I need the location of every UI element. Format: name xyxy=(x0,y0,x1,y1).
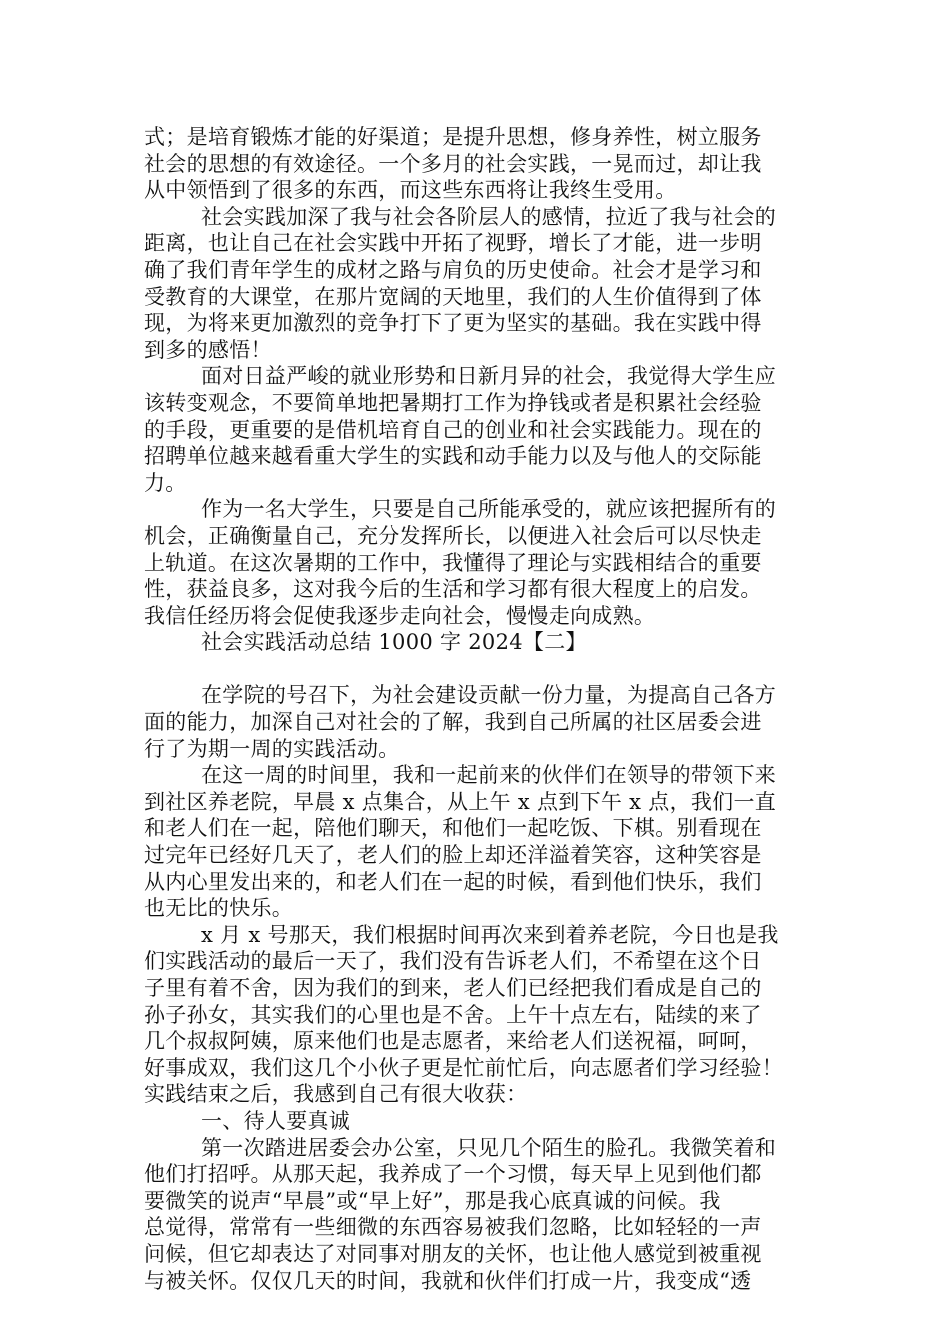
paragraph-first-line: 在学院的号召下，为社会建设贡献一份力量，为提高自己各方 xyxy=(201,683,777,708)
text-line: 也无比的快乐。 xyxy=(144,896,294,921)
text-line: 到社区养老院，早晨 x 点集合，从上午 x 点到下午 x 点，我们一直 xyxy=(144,789,777,814)
text-line: 与被关怀。仅仅几天的时间，我就和伙伴们打成一片，我变成“透 xyxy=(144,1268,752,1293)
text-line: 现，为将来更加激烈的竞争打下了更为坚实的基础。我在实践中得 xyxy=(144,311,762,336)
paragraph-first-line: x 月 x 号那天，我们根据时间再次来到着养老院，今日也是我 xyxy=(201,922,779,947)
text-line: 实践结束之后，我感到自己有很大收获： xyxy=(144,1082,528,1107)
paragraph-first-line: 社会实践活动总结 1000 字 2024【二】 xyxy=(201,630,587,655)
text-line: 招聘单位越来越看重大学生的实践和动手能力以及与他人的交际能 xyxy=(144,444,762,469)
text-line: 的手段，更重要的是借机培育自己的创业和社会实践能力。现在的 xyxy=(144,417,762,442)
paragraph-first-line: 面对日益严峻的就业形势和日新月异的社会，我觉得大学生应 xyxy=(201,364,777,389)
text-line: 社会的思想的有效途径。一个多月的社会实践，一晃而过，却让我 xyxy=(144,151,762,176)
paragraph-first-line: 作为一名大学生，只要是自己所能承受的，就应该把握所有的 xyxy=(201,497,777,522)
text-line: 子里有着不舍，因为我们的到来，老人们已经把我们看成是自己的 xyxy=(144,976,762,1000)
text-line: 性，获益良多，这对我今后的生活和学习都有很大程度上的启发。 xyxy=(144,577,762,602)
text-line: 他们打招呼。从那天起，我养成了一个习惯，每天早上见到他们都 xyxy=(144,1162,762,1187)
text-line: 们实践活动的最后一天了，我们没有告诉老人们，不希望在这个日 xyxy=(144,949,762,974)
text-line: 力。 xyxy=(144,470,187,495)
text-line: 孙子孙女，其实我们的心里也是不舍。上午十点左右，陆续的来了 xyxy=(144,1002,762,1027)
text-line: 好事成双，我们这几个小伙子更是忙前忙后，向志愿者们学习经验！ xyxy=(144,1055,783,1080)
document-body xyxy=(144,124,829,1294)
text-line: 问候，但它却表达了对同事对朋友的关怀，也让他人感觉到被重视 xyxy=(144,1241,762,1266)
text-line: 机会，正确衡量自己，充分发挥所长，以便进入社会后可以尽快走 xyxy=(144,523,762,548)
text-line: 确了我们青年学生的成材之路与肩负的历史使命。社会才是学习和 xyxy=(144,257,762,282)
text-line: 行了为期一周的实践活动。 xyxy=(144,736,400,761)
text-line: 到多的感悟！ xyxy=(144,337,272,362)
paragraph-first-line: 社会实践加深了我与社会各阶层人的感情，拉近了我与社会的 xyxy=(201,204,777,229)
text-line: 上轨道。在这次暑期的工作中，我懂得了理论与实践相结合的重要 xyxy=(144,550,762,575)
text-line: 从中领悟到了很多的东西，而这些东西将让我终生受用。 xyxy=(144,178,677,203)
text-line: 距离，也让自己在社会实践中开拓了视野，增长了才能，进一步明 xyxy=(144,231,762,256)
text-line: 我信任经历将会促使我逐步走向社会，慢慢走向成熟。 xyxy=(144,603,656,628)
text-line: 式；是培育锻炼才能的好渠道；是提升思想，修身养性，树立服务 xyxy=(144,125,762,149)
paragraph-first-line: 在这一周的时间里，我和一起前来的伙伴们在领导的带领下来 xyxy=(201,763,777,788)
text-line: 总觉得，常常有一些细微的东西容易被我们忽略，比如轻轻的一声 xyxy=(144,1215,762,1240)
paragraph-first-line: 一、待人要真诚 xyxy=(201,1108,351,1133)
text-line: 和老人们在一起，陪他们聊天，和他们一起吃饭、下棋。别看现在 xyxy=(144,816,762,841)
paragraph-first-line: 第一次踏进居委会办公室，只见几个陌生的脸孔。我微笑着和 xyxy=(201,1135,777,1160)
text-line: 受教育的大课堂，在那片宽阔的天地里，我们的人生价值得到了体 xyxy=(144,284,762,309)
text-line: 过完年已经好几天了，老人们的脸上却还洋溢着笑容，这种笑容是 xyxy=(144,843,762,868)
blank-line xyxy=(144,656,829,683)
text-line: 该转变观念，不要简单地把暑期打工作为挣钱或者是积累社会经验 xyxy=(144,390,762,415)
text-line: 从内心里发出来的，和老人们在一起的时候，看到他们快乐，我们 xyxy=(144,869,762,894)
text-line: 面的能力，加深自己对社会的了解，我到自己所属的社区居委会进 xyxy=(144,710,762,735)
text-line: 要微笑的说声“早晨”或“早上好”，那是我心底真诚的问候。我 xyxy=(144,1188,721,1213)
text-line: 几个叔叔阿姨，原来他们也是志愿者，来给老人们送祝福，呵呵， xyxy=(144,1029,762,1054)
